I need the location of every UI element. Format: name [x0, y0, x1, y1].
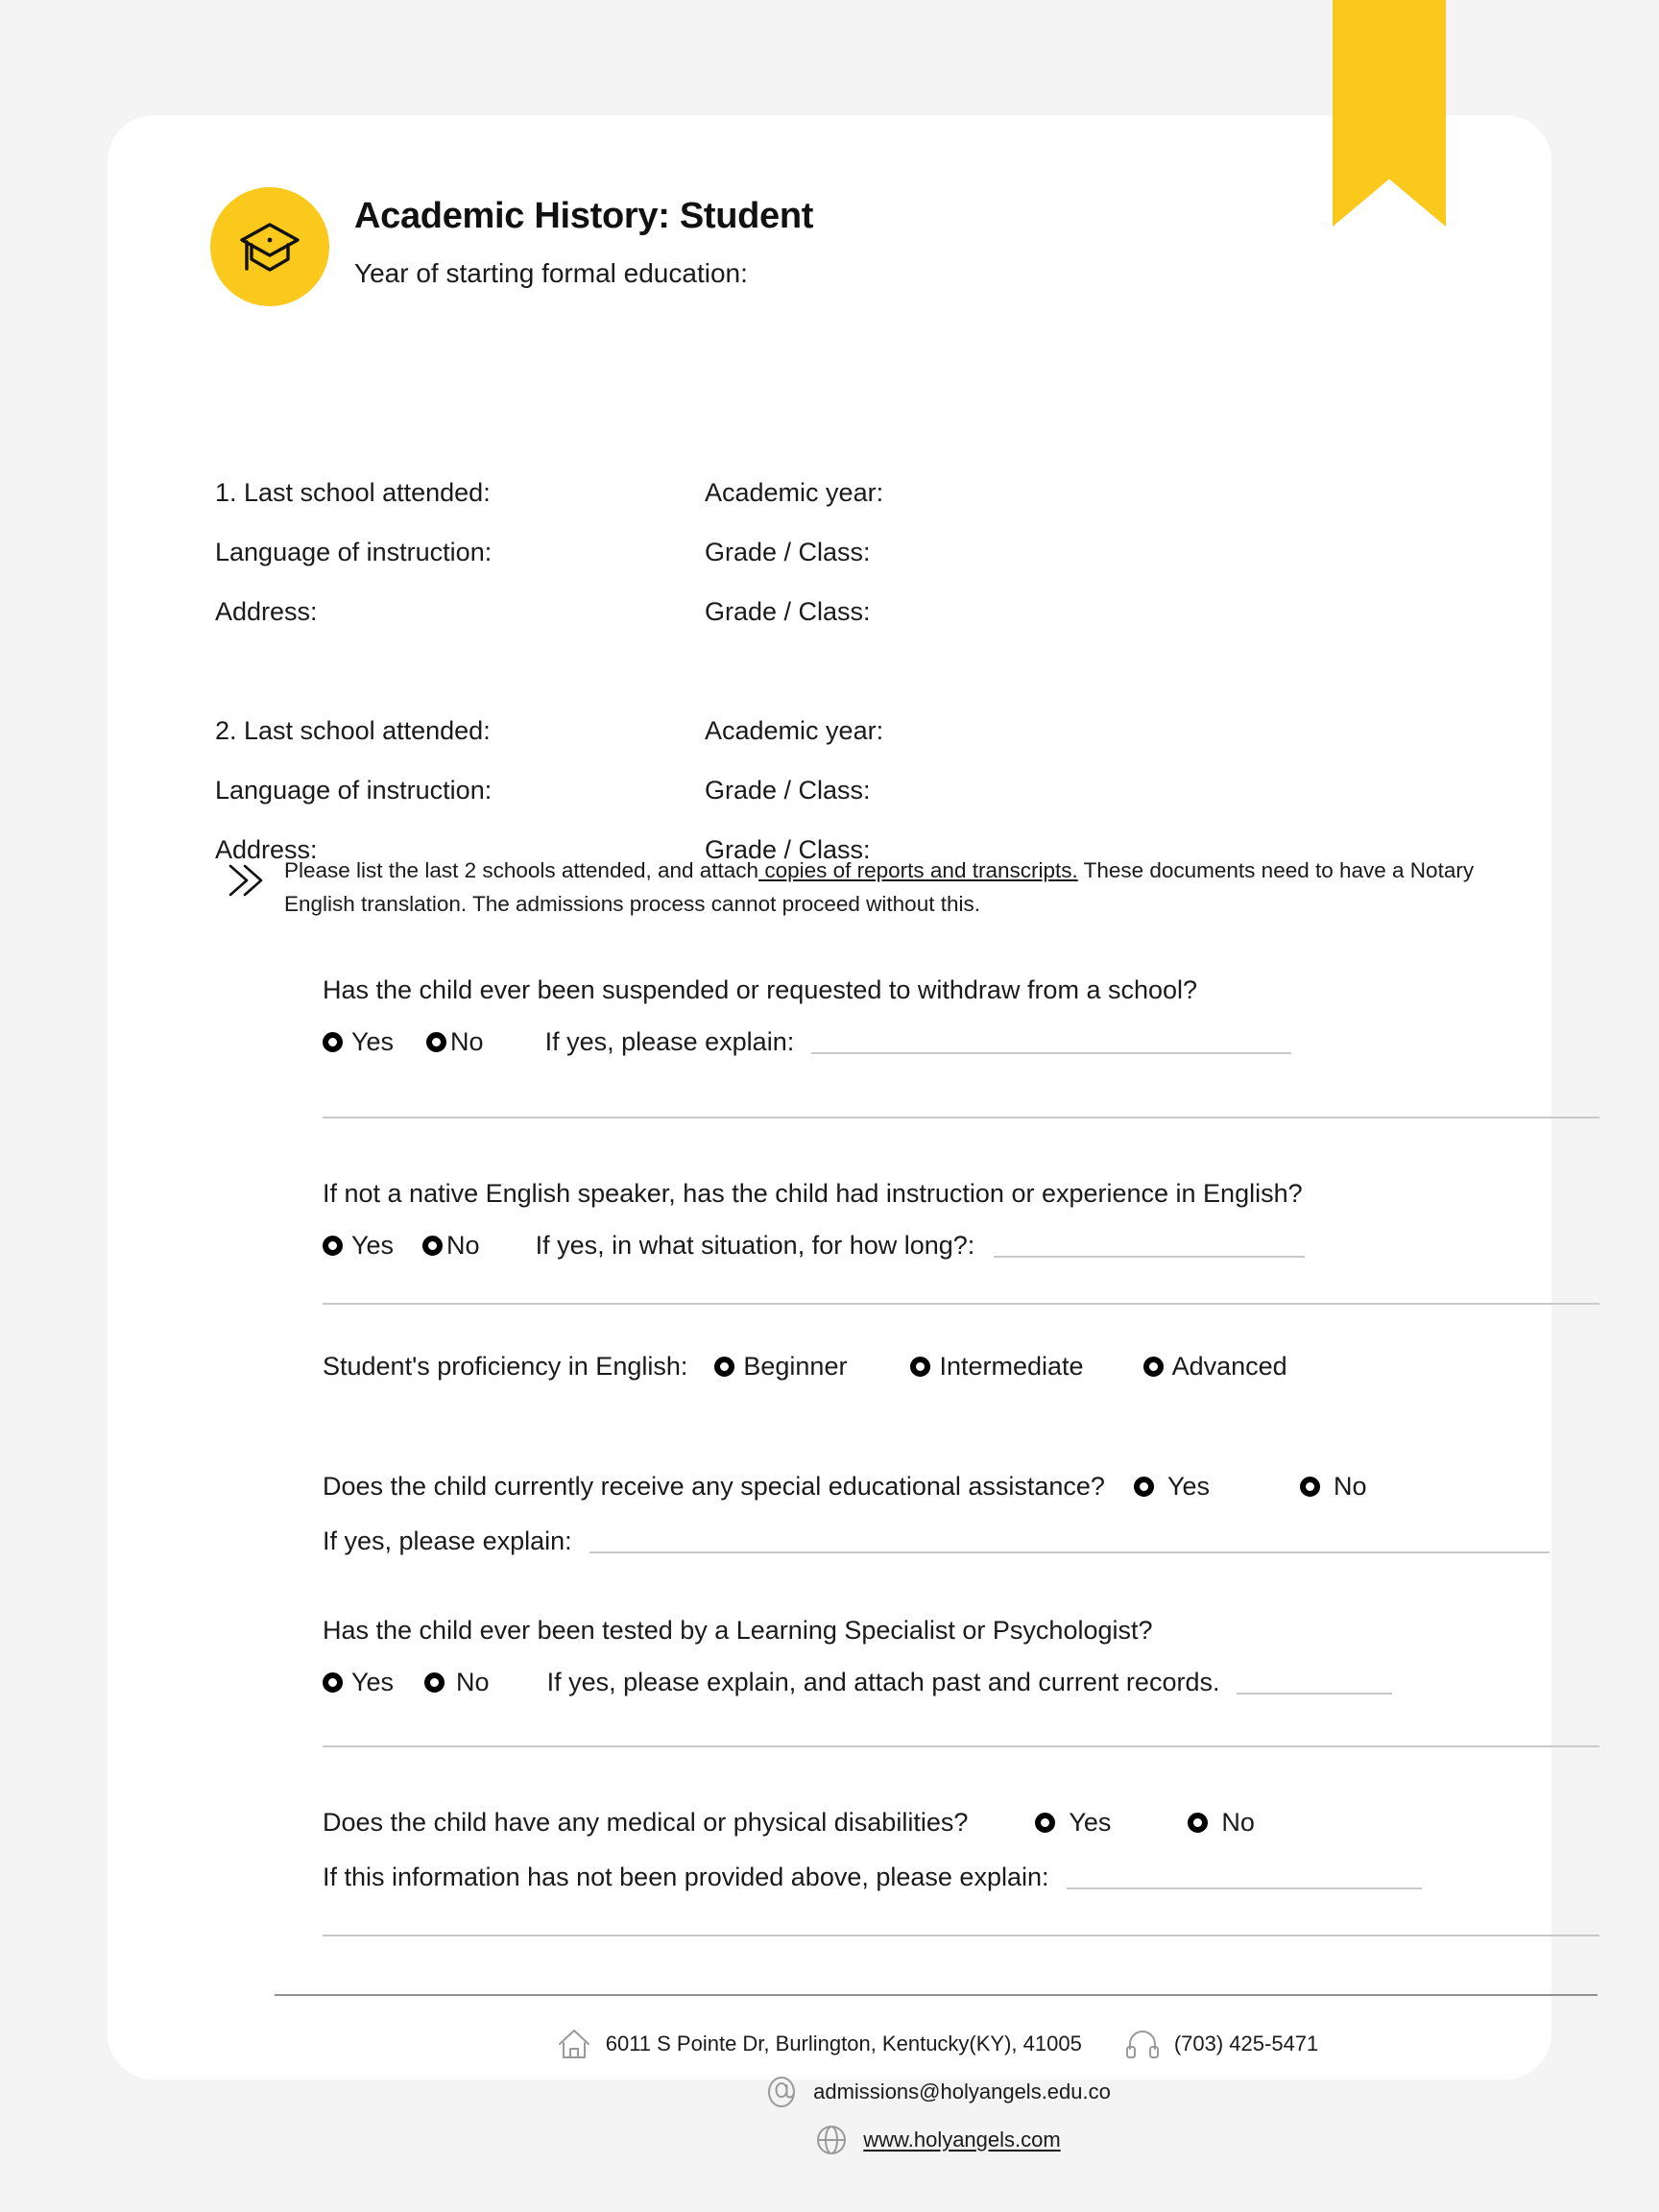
answer-row: [323, 1810, 1599, 1836]
graduation-cap-icon: [210, 187, 329, 306]
form-card: [108, 115, 1551, 2152]
answer-row: [323, 1233, 1599, 1259]
radio-proficiency-advanced[interactable]: [1143, 1357, 1164, 1377]
school-entry-1: [215, 480, 1492, 659]
field-label: Academic year:: [705, 716, 884, 745]
school-1-right-column: [705, 480, 1492, 659]
radio-label-advanced[interactable]: Advanced: [1171, 1352, 1287, 1381]
radio-label-no[interactable]: No: [1334, 1472, 1367, 1501]
footer-address: [556, 2026, 1082, 2062]
footer-row-email: [750, 2074, 1124, 2110]
write-in-rule[interactable]: [323, 1745, 1599, 1747]
form-header: [210, 187, 813, 306]
followup-label: If this information has not been provided above, please explain:: [323, 1863, 1049, 1891]
field-label: Academic year:: [705, 478, 884, 507]
radio-label-no[interactable]: No: [1221, 1808, 1255, 1837]
attachment-note-text: [284, 854, 1490, 922]
footer-email: [763, 2074, 1111, 2110]
double-chevron-right-icon: [223, 854, 276, 905]
question-english-proficiency: [323, 1354, 1599, 1380]
footer-row-website: [800, 2122, 1073, 2158]
footer-row-address-phone: [542, 2026, 1333, 2062]
answer-row: [323, 1670, 1599, 1695]
radio-disabilities-yes[interactable]: [1035, 1813, 1055, 1833]
question-text: If not a native English speaker, has the child had instruction or experience in English?: [323, 1179, 1303, 1208]
followup-label: If yes, in what situation, for how long?:: [535, 1231, 975, 1260]
followup-label: If yes, please explain:: [544, 1027, 795, 1056]
question-text: Does the child have any medical or physical disabilities?: [323, 1808, 969, 1837]
footer-website: [813, 2122, 1060, 2158]
field-label: Grade / Class:: [705, 835, 871, 864]
note-text-underlined: copies of reports and transcripts.: [758, 858, 1078, 882]
question-special-assistance: [323, 1474, 1599, 1554]
globe-icon: [813, 2122, 850, 2158]
form-subtitle: Year of starting formal education:: [354, 257, 748, 288]
field-label: Address:: [215, 835, 318, 864]
radio-suspension-yes[interactable]: [323, 1032, 343, 1052]
radio-label-yes[interactable]: Yes: [1166, 1472, 1210, 1501]
radio-label-yes[interactable]: Yes: [351, 1231, 395, 1260]
radio-english-no[interactable]: [422, 1236, 443, 1256]
page-title: Academic History: Student: [354, 196, 814, 236]
footer-phone-text: (703) 425-5471: [1173, 2032, 1319, 2056]
radio-assistance-no[interactable]: [1300, 1477, 1320, 1497]
radio-label-yes[interactable]: Yes: [351, 1027, 395, 1056]
field-label: Language of instruction:: [215, 538, 493, 566]
question-text: Has the child ever been tested by a Learning Specialist or Psychologist?: [323, 1616, 1153, 1645]
radio-proficiency-intermediate[interactable]: [910, 1357, 930, 1377]
write-in-rule[interactable]: [1237, 1693, 1392, 1695]
answer-row: [323, 1354, 1599, 1380]
footer: [215, 2026, 1659, 2170]
radio-label-yes[interactable]: Yes: [1069, 1808, 1112, 1837]
note-text-before: Please list the last 2 schools attended, and attach: [284, 858, 759, 882]
radio-proficiency-beginner[interactable]: [714, 1357, 734, 1377]
radio-label-beginner[interactable]: Beginner: [743, 1352, 848, 1381]
radio-label-no[interactable]: No: [446, 1231, 480, 1260]
question-suspension: [323, 977, 1599, 1055]
radio-english-yes[interactable]: [323, 1236, 343, 1256]
field-label: Language of instruction:: [215, 776, 493, 805]
note-text-after: These documents need to have a Notary English translation. The admissions process cannot proceed without this.: [284, 858, 1475, 916]
radio-disabilities-no[interactable]: [1188, 1813, 1208, 1833]
field-label: Address:: [215, 597, 318, 626]
field-label: 2. Last school attended:: [215, 716, 491, 745]
radio-label-intermediate[interactable]: Intermediate: [939, 1352, 1084, 1381]
field-label: Grade / Class:: [705, 776, 871, 805]
radio-label-no[interactable]: No: [456, 1668, 490, 1696]
question-learning-specialist: [323, 1618, 1599, 1695]
footer-divider: [275, 1994, 1598, 1996]
home-icon: [556, 2026, 592, 2062]
followup-label: If yes, please explain, and attach past and current records.: [546, 1668, 1220, 1696]
radio-specialist-no[interactable]: [424, 1672, 445, 1693]
answer-row: [323, 1474, 1599, 1500]
field-label: Grade / Class:: [705, 538, 871, 566]
followup-label: If yes, please explain:: [323, 1527, 572, 1555]
footer-email-text[interactable]: admissions@holyangels.edu.co: [813, 2080, 1111, 2104]
write-in-rule[interactable]: [323, 1935, 1599, 1936]
footer-phone: [1124, 2026, 1318, 2062]
radio-assistance-yes[interactable]: [1134, 1477, 1154, 1497]
radio-label-yes[interactable]: Yes: [351, 1668, 395, 1696]
write-in-rule[interactable]: [323, 1117, 1599, 1118]
question-text: Student's proficiency in English:: [323, 1352, 688, 1381]
radio-label-no[interactable]: No: [450, 1027, 484, 1056]
write-in-rule[interactable]: [811, 1052, 1291, 1054]
write-in-rule[interactable]: [1067, 1887, 1422, 1889]
footer-address-text: 6011 S Pointe Dr, Burlington, Kentucky(KY), 41005: [605, 2032, 1082, 2056]
field-label: Grade / Class:: [705, 597, 871, 626]
field-label: 1. Last school attended:: [215, 478, 491, 507]
footer-website-text[interactable]: www.holyangels.com: [863, 2128, 1061, 2152]
question-disabilities: [323, 1810, 1599, 1890]
radio-suspension-no[interactable]: [426, 1032, 446, 1052]
answer-row: [323, 1029, 1599, 1055]
attachment-note: [223, 854, 1490, 922]
radio-specialist-yes[interactable]: [323, 1672, 343, 1693]
headphones-icon: [1124, 2026, 1161, 2062]
question-text: Has the child ever been suspended or requested to withdraw from a school?: [323, 975, 1198, 1004]
write-in-rule[interactable]: [323, 1303, 1599, 1305]
question-text: Does the child currently receive any special educational assistance?: [323, 1472, 1105, 1501]
write-in-rule[interactable]: [994, 1256, 1305, 1258]
followup-row: [323, 1864, 1599, 1890]
question-english-instruction: [323, 1181, 1599, 1259]
school-1-left-column: [215, 480, 705, 659]
write-in-rule[interactable]: [589, 1551, 1550, 1553]
followup-row: [323, 1528, 1599, 1554]
at-sign-icon: [763, 2074, 800, 2110]
